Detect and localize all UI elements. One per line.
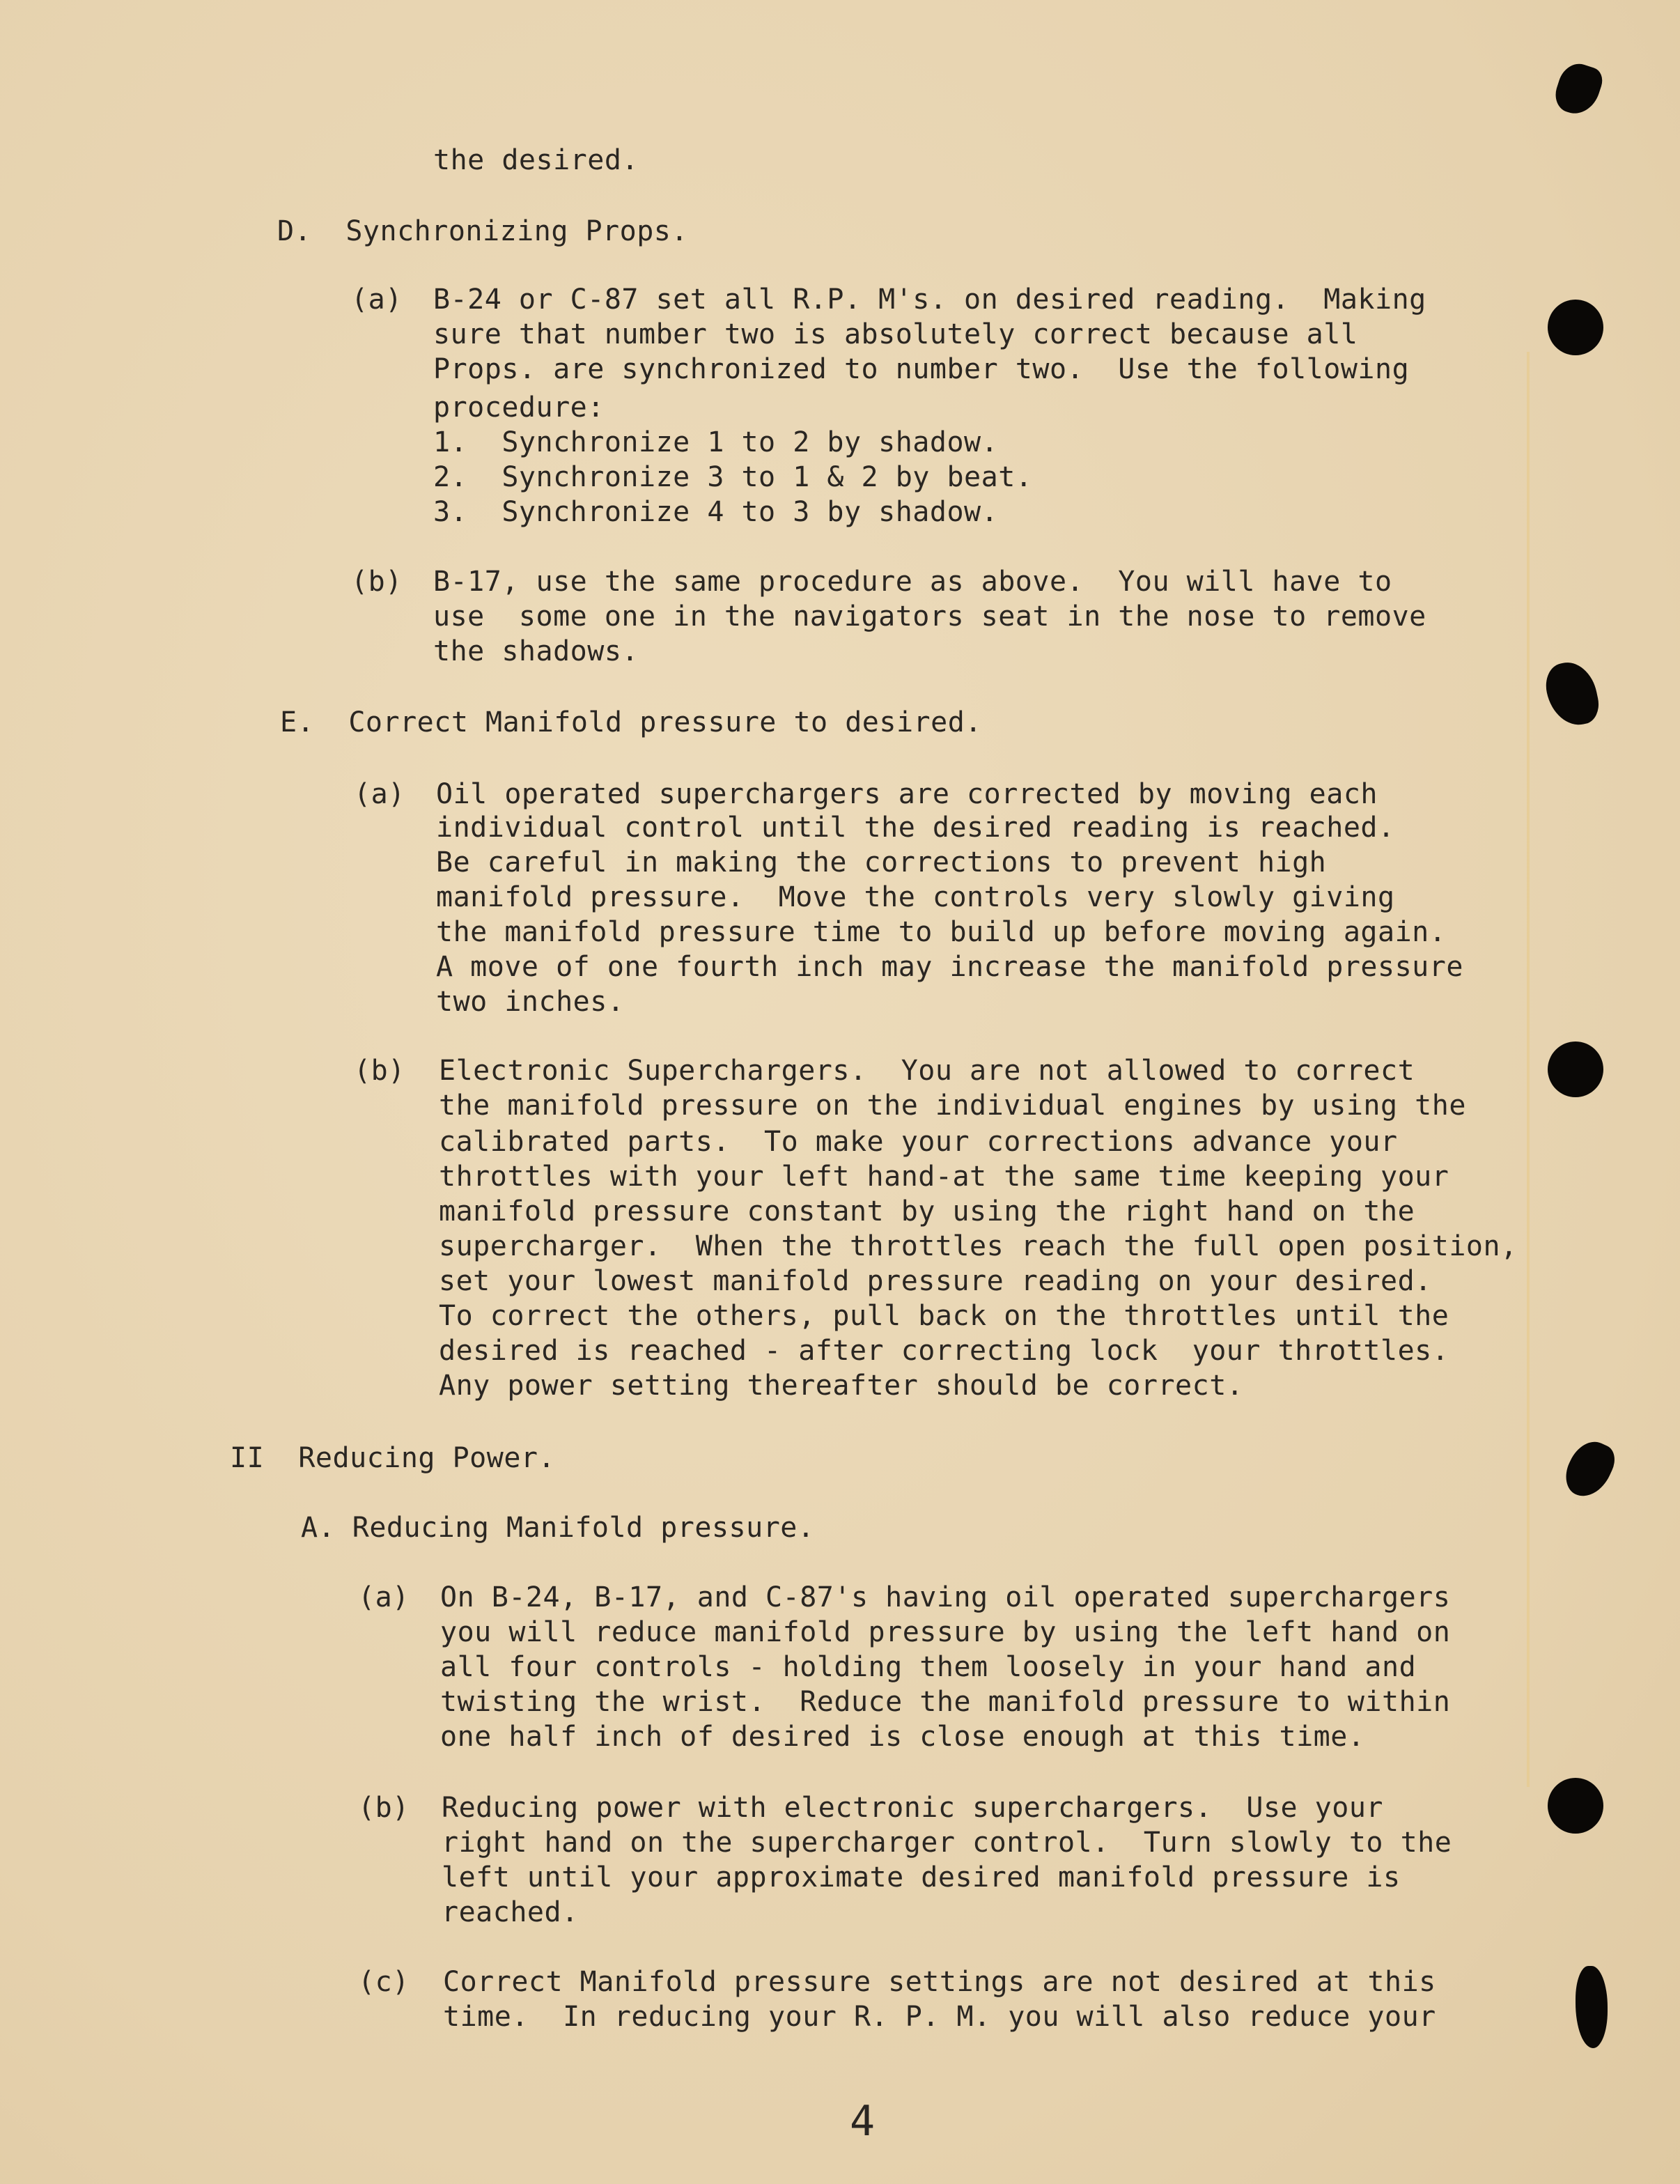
text-line: Any power setting thereafter should be correct.: [439, 1370, 1244, 1402]
text-line: reached.: [442, 1896, 579, 1928]
procedure-step: 1. Synchronize 1 to 2 by shadow.: [433, 426, 999, 458]
text-line: procedure:: [433, 392, 605, 424]
text-line: left until your approximate desired manifold pressure is: [442, 1861, 1401, 1893]
text-line: individual control until the desired reading is reached.: [436, 812, 1395, 844]
binder-hole-3: [1548, 1778, 1603, 1834]
text-line: B-17, use the same procedure as above. You will have to: [433, 566, 1392, 598]
binder-hole-1: [1548, 300, 1603, 355]
text-line: Props. are synchronized to number two. Use the following: [433, 353, 1410, 385]
paper-tear-2: [1541, 658, 1603, 731]
binder-hole-2: [1548, 1041, 1603, 1097]
item-label-a: (a): [351, 284, 403, 316]
item-label-a: (a): [354, 778, 405, 810]
text-line: manifold pressure. Move the controls very slowly giving: [436, 881, 1395, 913]
text-line: supercharger. When the throttles reach the full open position,: [439, 1230, 1518, 1262]
text-line: On B-24, B-17, and C-87's having oil operated superchargers: [440, 1581, 1451, 1613]
item-label-b: (b): [354, 1055, 405, 1087]
paper-tear-3: [1558, 1434, 1620, 1504]
text-line: the desired.: [433, 144, 639, 176]
text-line: set your lowest manifold pressure reading on your desired.: [439, 1265, 1432, 1297]
item-label-b: (b): [358, 1792, 410, 1824]
text-line: all four controls - holding them loosely in your hand and: [440, 1651, 1417, 1683]
text-line: twisting the wrist. Reduce the manifold pressure to within: [440, 1686, 1451, 1718]
text-line: two inches.: [436, 986, 625, 1018]
item-label-c: (c): [358, 1966, 410, 1998]
text-line: right hand on the supercharger control. Turn slowly to the: [442, 1827, 1452, 1859]
text-line: manifold pressure constant by using the right hand on the: [439, 1195, 1415, 1227]
text-line: desired is reached - after correcting lock your throttles.: [439, 1335, 1449, 1367]
text-line: use some one in the navigators seat in the nose to remove: [433, 601, 1426, 633]
page-number: 4: [850, 2097, 876, 2146]
text-line: A move of one fourth inch may increase the manifold pressure: [436, 951, 1463, 983]
text-line: Be careful in making the corrections to prevent high: [436, 846, 1327, 878]
section-heading-ii: II Reducing Power.: [230, 1442, 556, 1474]
text-line: calibrated parts. To make your corrections advance your: [439, 1126, 1398, 1158]
paper-tear-4: [1576, 1966, 1608, 2048]
text-line: To correct the others, pull back on the throttles until the: [439, 1300, 1449, 1332]
paper-edge-stain: [1527, 352, 1530, 1787]
procedure-step: 3. Synchronize 4 to 3 by shadow.: [433, 496, 999, 528]
section-heading-e: E. Correct Manifold pressure to desired.: [280, 706, 982, 738]
text-line: the shadows.: [433, 635, 639, 667]
text-line: Oil operated superchargers are corrected by moving each: [436, 778, 1378, 810]
text-line: Correct Manifold pressure settings are not desired at this: [443, 1966, 1436, 1998]
text-line: Reducing power with electronic superchargers. Use your: [442, 1792, 1384, 1824]
text-line: the manifold pressure time to build up before moving again.: [436, 916, 1447, 948]
text-line: throttles with your left hand-at the same time keeping your: [439, 1161, 1449, 1193]
subsection-heading-a: A. Reducing Manifold pressure.: [301, 1512, 815, 1544]
text-line: one half inch of desired is close enough at this time.: [440, 1721, 1365, 1753]
text-line: you will reduce manifold pressure by using the left hand on: [440, 1616, 1451, 1648]
text-line: time. In reducing your R. P. M. you will also reduce your: [443, 2001, 1436, 2033]
item-label-b: (b): [351, 566, 403, 598]
procedure-step: 2. Synchronize 3 to 1 & 2 by beat.: [433, 461, 1033, 493]
text-line: B-24 or C-87 set all R.P. M's. on desired reading. Making: [433, 284, 1426, 316]
section-heading-d: D. Synchronizing Props.: [277, 215, 688, 247]
text-line: Electronic Superchargers. You are not allowed to correct: [439, 1055, 1415, 1087]
paper-tear-1: [1550, 59, 1605, 119]
text-line: sure that number two is absolutely correct because all: [433, 318, 1358, 350]
item-label-a: (a): [358, 1581, 410, 1613]
text-line: the manifold pressure on the individual engines by using the: [439, 1090, 1466, 1122]
